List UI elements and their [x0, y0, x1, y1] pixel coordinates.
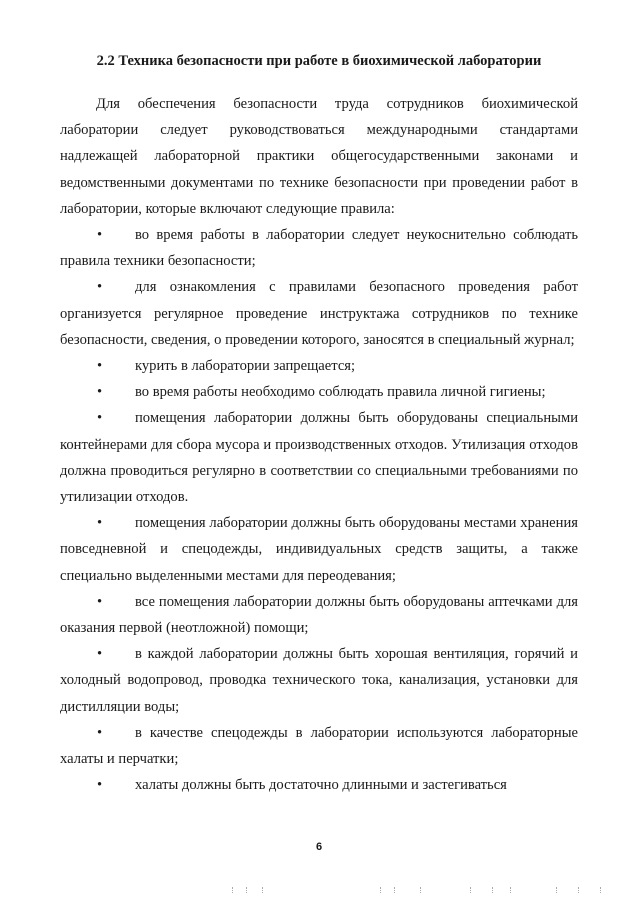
list-item-text: во время работы необходимо соблюдать правила личной гигиены;: [135, 384, 546, 401]
bullet-marker: •: [97, 384, 103, 401]
bullet-marker: •: [97, 410, 103, 427]
bullet-marker: •: [97, 227, 103, 244]
intro-paragraph: Для обеспечения безопасности труда сотрудников биохимической лаборатории следует руководствоваться международными стандартами надлежащей лабораторной практики общегосударственными законами и ведомственными документами по технике безопасности при проведении работ в лаборатории, которые включают следующие правила:: [60, 96, 578, 217]
list-item-text: для ознакомления с правилами безопасного проведения работ организуется регулярное проведение инструктажа сотрудников по технике безопасности, сведения, о проведении которого, заносятся в специальный журнал;: [60, 279, 578, 348]
list-item-text: халаты должны быть достаточно длинными и застегиваться: [135, 777, 507, 794]
list-item: [60, 510, 578, 589]
bullet-marker: •: [97, 593, 103, 610]
list-item: [60, 589, 578, 641]
section-heading: 2.2 Техника безопасности при работе в биохимической лаборатории: [96, 53, 542, 69]
list-item: [60, 274, 578, 353]
bullet-marker: •: [97, 646, 103, 663]
section-body: [60, 91, 578, 798]
list-item-text: в каждой лаборатории должны быть хорошая вентиляция, горячий и холодный водопровод, проводка технического тока, канализация, установки для дистилляции воды;: [60, 646, 578, 715]
list-item-text: помещения лаборатории должны быть оборудованы специальными контейнерами для сбора мусора и производственных отходов. Утилизация отходов должна проводиться регулярно в соответствии со специальными требованиями по утилизации отходов.: [60, 410, 578, 506]
list-item: [60, 641, 578, 720]
list-item-text: во время работы в лаборатории следует неукоснительно соблюдать правила техники безопасности;: [60, 227, 578, 270]
list-item-text: курить в лаборатории запрещается;: [135, 358, 356, 375]
page-number: 6: [315, 841, 323, 853]
bullet-marker: •: [97, 515, 103, 532]
bullet-marker: •: [97, 358, 103, 375]
bullet-marker: •: [97, 777, 103, 794]
list-item: [60, 379, 578, 405]
list-item: [60, 222, 578, 274]
list-item-text: все помещения лаборатории должны быть оборудованы аптечками для оказания первой (неотложной) помощи;: [60, 593, 578, 637]
list-item: [60, 720, 578, 772]
list-item: [60, 353, 578, 379]
list-item-text: помещения лаборатории должны быть оборудованы местами хранения повседневной и спецодежды, индивидуальных средств защиты, а также специально выделенными местами для переодевания;: [60, 515, 578, 584]
scan-artifacts: [0, 885, 638, 893]
bullet-marker: •: [97, 724, 103, 741]
list-item-text: в качестве спецодежды в лаборатории используются лабораторные халаты и перчатки;: [60, 724, 578, 768]
bullet-marker: •: [97, 279, 103, 296]
list-item: [60, 772, 578, 798]
list-item: [60, 405, 578, 510]
